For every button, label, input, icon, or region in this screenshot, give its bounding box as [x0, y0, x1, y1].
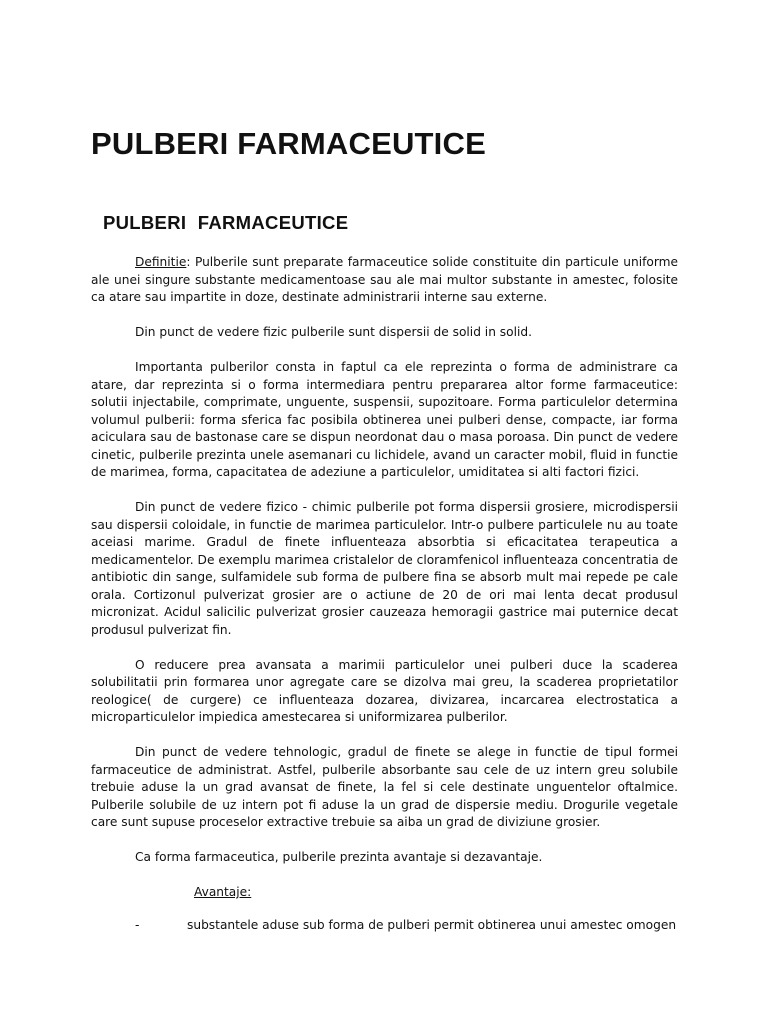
- page-title: PULBERI FARMACEUTICE: [91, 126, 486, 161]
- list-item: [91, 917, 678, 935]
- section-title-word-2: FARMACEUTICE: [197, 212, 349, 233]
- definition-text: : Pulberile sunt preparate farmaceutice solide constituite din particule uniforme ale unei singure substante medicamentoase sau ale mai multor substante in amestec, folosite ca atare sau impartite in doze, destinate administrarii interne sau externe.: [91, 255, 678, 304]
- definition-label: Definitie: [135, 255, 187, 269]
- paragraph-6: Ca forma farmaceutica, pulberile prezinta avantaje si dezavantaje.: [135, 850, 543, 864]
- document-body: [91, 254, 678, 934]
- paragraph-5: Din punct de vedere tehnologic, gradul de finete se alege in functie de tipul formei farmaceutice de administrat. Astfel, pulberile absorbante sau cele de uz intern greu solubile trebuie aduse la un grad avansat de finete, la fel si cele destinate unguentelor oftalmice. Pulberile solubile de uz intern pot fi aduse la un grad de dispersie mediu. Drogurile vegetale care sunt supuse proceselor extractive trebuie sa aiba un grad de diviziune grosier.: [91, 745, 678, 829]
- definition-paragraph: [91, 254, 678, 307]
- section-title-word-1: PULBERI: [103, 212, 187, 233]
- paragraph-1: Din punct de vedere fizic pulberile sunt dispersii de solid in solid.: [135, 325, 532, 339]
- paragraph-3: Din punct de vedere fizico - chimic pulberile pot forma dispersii grosiere, microdispersii sau dispersii coloidale, in functie de marimea particulelor. Intr-o pulbere particulele nu au toate aceiasi marime. Gradul de finete influenteaza absorbtia si eficacitatea terapeutica a medicamentelor. De exemplu marimea cristalelor de cloramfenicol influenteaza concentratia de antibiotic din sange, sulfamidele sub forma de pulbere fina se absorb mult mai repede pe cale orala. Cortizonul pulverizat grosier are o actiune de 20 de ori mai lenta decat produsul micronizat. Acidul salicilic pulverizat grosier cauzeaza hemoragii gastrice mai puternice decat produsul pulverizat fin.: [91, 500, 678, 637]
- section-title: [103, 212, 348, 234]
- bullet-dash: -: [135, 917, 140, 932]
- paragraph-4: O reducere prea avansata a marimii particulelor unei pulberi duce la scaderea solubilitatii prin formarea unor agregate care se dizolva mai greu, la scaderea proprietatilor reologice( de curgere) ce influenteaza dozarea, divizarea, incarcarea electrostatica a microparticulelor impiedica amestecarea si uniformizarea pulberilor.: [91, 657, 678, 724]
- paragraph-2: Importanta pulberilor consta in faptul ca ele reprezinta o forma de administrare ca atare, dar reprezinta si o forma intermediara pentru prepararea altor forme farmaceutice: solutii injectabile, comprimate, unguente, suspensii, supozitoare. Forma particulelor determina volumul pulberii: forma sferica fac posibila obtinerea unei pulberi dense, compacte, iar forma aciculara sau de bastonase care se dispun neordonat dau o masa poroasa. Din punct de vedere cinetic, pulberile prezinta unele asemanari cu lichidele, avand un caracter mobil, fluid in functie de marimea, forma, capacitatea de adeziune a particulelor, umiditatea si alti factori fizici.: [91, 360, 678, 479]
- advantages-heading: Avantaje:: [194, 885, 252, 899]
- bullet-text: substantele aduse sub forma de pulberi permit obtinerea unui amestec omogen: [187, 917, 677, 932]
